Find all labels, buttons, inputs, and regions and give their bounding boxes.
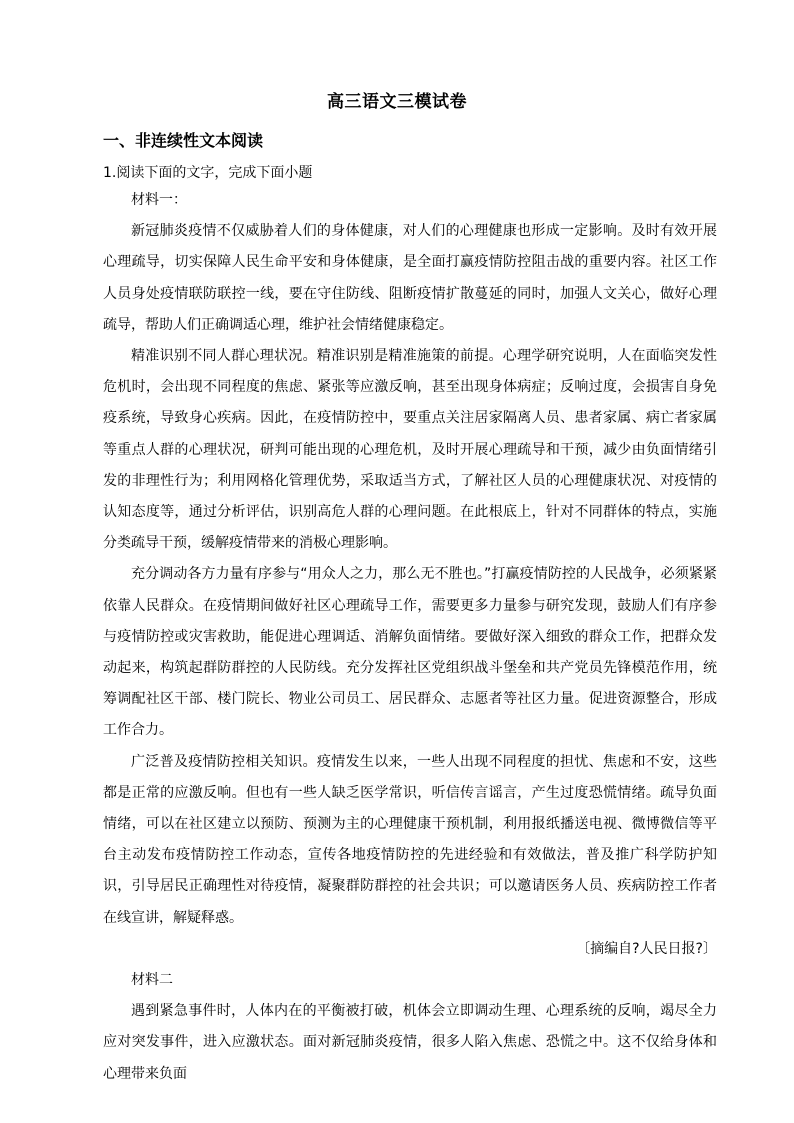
material-2-paragraph-1: 遇到紧急事件时，人体内在的平衡被打破，机体会立即调动生理、心理系统的反响，竭尽全力应对突发事件，进入应激状态。面对新冠肺炎疫情，很多人陷入焦虑、恐慌之中。这不仅给身体和心理带来负面 xyxy=(103,1003,717,1082)
page-title: 高三语文三模试卷 xyxy=(327,92,467,112)
reading-passage xyxy=(103,185,717,1090)
section-heading: 一、非连续性文本阅读 xyxy=(103,131,264,150)
material-1-label: 材料一： xyxy=(131,192,187,208)
material-1-paragraph-3: 充分调动各方力量有序参与“用众人之力，那么无不胜也。”打赢疫情防控的人民战争，必须紧紧依靠人民群众。在疫情期间做好社区心理疏导工作，需要更多力量参与研究发现，鼓励人们有序参与疫情防控或灾害救助，能促进心理调适、消解负面情绪。要做好深入细致的群众工作，把群众发动起来，构筑起群防群控的人民防线。充分发挥社区党组织战斗堡垒和共产党员先锋模范作用，统筹调配社区干部、楼门院长、物业公司员工、居民群众、志愿者等社区力量。促进资源整合，形成工作合力。 xyxy=(103,566,717,739)
material-1-paragraph-2: 精准识别不同人群心理状况。精准识别是精准施策的前提。心理学研究说明，人在面临突发性危机时，会出现不同程度的焦虑、紧张等应激反响，甚至出现身体病症；反响过度，会损害自身免疫系统，导致身心疾病。因此，在疫情防控中，要重点关注居家隔离人员、患者家属、病亡者家属等重点人群的心理状况，研判可能出现的心理危机，及时开展心理疏导和干预，减少由负面情绪引发的非理性行为；利用网格化管理优势，采取适当方式，了解社区人员的心理健康状况、对疫情的认知态度等，通过分析评估，识别高危人群的心理问题。在此根底上，针对不同群体的特点，实施分类疏导干预，缓解疫情带来的消极心理影响。 xyxy=(103,348,717,552)
material-1-paragraph-1: 新冠肺炎疫情不仅威胁着人们的身体健康，对人们的心理健康也形成一定影响。及时有效开展心理疏导，切实保障人民生命平安和身体健康，是全面打赢疫情防控阻击战的重要内容。社区工作人员身处疫情联防联控一线，要在守住防线、阻断疫情扩散蔓延的同时，加强人文关心，做好心理疏导，帮助人们正确调适心理，维护社会情绪健康稳定。 xyxy=(103,223,717,333)
material-2-label: 材料二 xyxy=(131,972,173,989)
material-1-paragraph-4: 广泛普及疫情防控相关知识。疫情发生以来，一些人出现不同程度的担忧、焦虑和不安，这些都是正常的应激反响。但也有一些人缺乏医学常识，听信传言谣言，产生过度恐慌情绪。疏导负面情绪，可以在社区建立以预防、预测为主的心理健康干预机制，利用报纸播送电视、微博微信等平台主动发布疫情防控工作动态，宣传各地疫情防控的先进经验和有效做法，普及推广科学防护知识，引导居民正确理性对待疫情，凝聚群防群控的社会共识；可以邀请医务人员、疾病防控工作者在线宣讲，解疑释惑。 xyxy=(103,753,717,926)
material-1-source: 〔摘编自?人民日报?〕 xyxy=(576,940,717,957)
question-prompt: 1.阅读下面的文字，完成下面小题 xyxy=(103,165,313,181)
